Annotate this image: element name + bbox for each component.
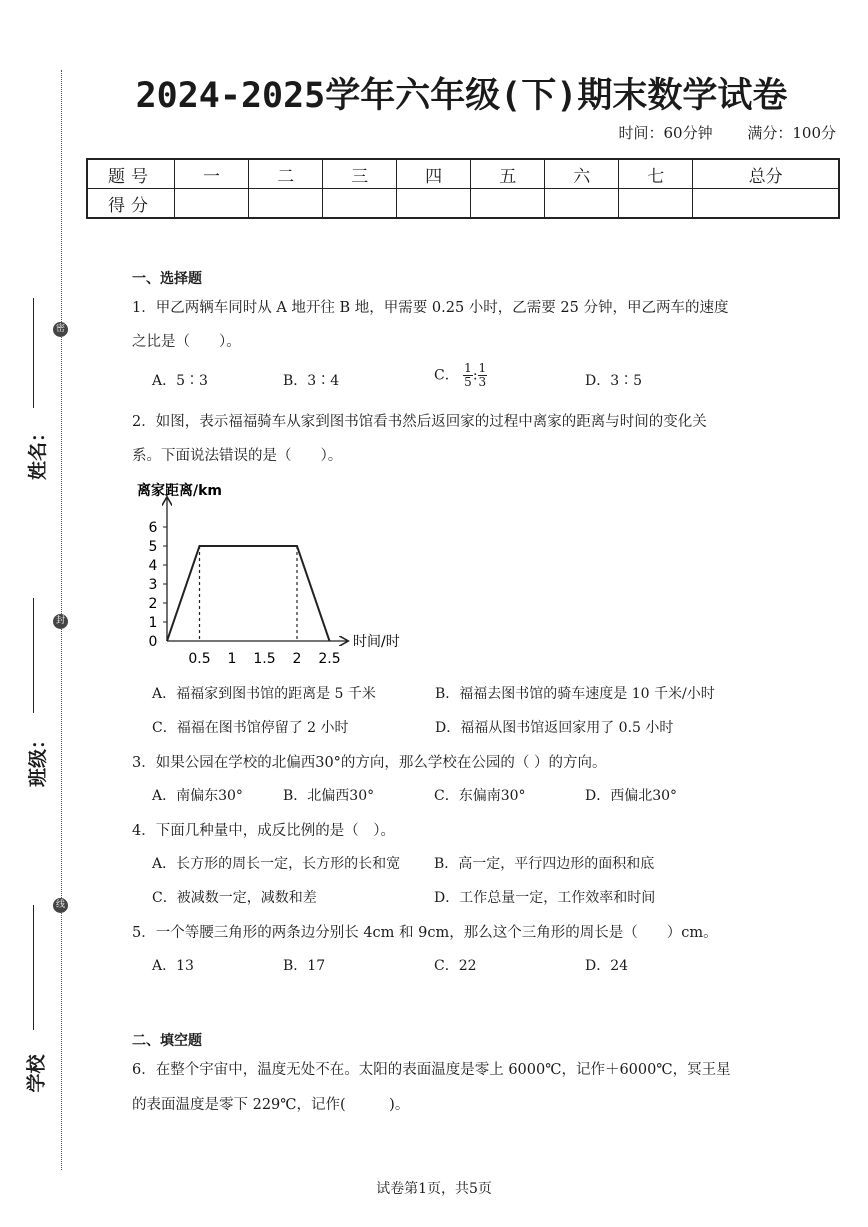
page-title: 2024-2025学年六年级(下)期末数学试卷 (135, 76, 788, 116)
q4-option-a[interactable]: A．长方形的周长一定，长方形的长和宽 (152, 856, 401, 872)
question-2-text-cont: 系。下面说法错误的是（ ）。 (132, 448, 343, 464)
x-tick-label: 2 (292, 651, 302, 667)
score-cell[interactable] (397, 189, 471, 219)
full-score: 满分：100分 (747, 124, 836, 142)
score-cell[interactable] (693, 189, 839, 219)
q1-option-c[interactable] (434, 362, 487, 389)
question-1-text-cont: 之比是（ ）。 (132, 334, 241, 350)
name-label: 姓名： (27, 422, 50, 481)
fraction-denominator: 5 (464, 375, 472, 389)
score-header-cell: 三 (323, 159, 397, 189)
class-label: 班级： (27, 729, 50, 788)
page-footer: 试卷第1页，共5页 (376, 1181, 492, 1197)
y-tick-label: 6 (148, 520, 158, 536)
score-table (86, 158, 840, 219)
fraction-one-third (478, 362, 488, 389)
y-axis-label: 离家距离/km (137, 483, 223, 499)
y-tick-label: 0 (148, 634, 158, 650)
q1-option-b[interactable]: B．3∶4 (283, 373, 340, 389)
q3-option-d[interactable]: D．西偏北30° (585, 788, 678, 804)
q3-option-b[interactable]: B．北偏西30° (283, 788, 375, 804)
score-cell[interactable] (471, 189, 545, 219)
question-4-text: 4．下面几种量中，成反比例的是（ ）。 (132, 823, 395, 839)
score-table-score-row (87, 189, 839, 219)
q3-option-c[interactable]: C．东偏南30° (434, 788, 526, 804)
school-label: 学校 (25, 1054, 48, 1093)
y-tick-label: 2 (148, 596, 158, 612)
score-header-cell: 总分 (693, 159, 839, 189)
y-tick-label: 5 (148, 539, 158, 555)
score-cell[interactable] (619, 189, 693, 219)
question-2-text: 2．如图，表示福福骑车从家到图书馆看书然后返回家的过程中离家的距离与时间的变化关 (132, 414, 707, 430)
school-blank-line[interactable] (33, 905, 34, 1030)
score-cell[interactable] (175, 189, 249, 219)
x-tick-label: 2.5 (318, 651, 341, 667)
section-heading-choice: 一、选择题 (132, 271, 202, 287)
class-blank-line[interactable] (33, 598, 34, 713)
q4-option-c[interactable]: C．被减数一定，减数和差 (152, 890, 317, 906)
x-ticks (188, 651, 340, 667)
dashed-guides (200, 546, 298, 641)
distance-time-chart (125, 476, 425, 672)
y-tick-label: 3 (148, 577, 158, 593)
q4-option-b[interactable]: B．高一定，平行四边形的面积和底 (434, 856, 655, 872)
q2-option-c[interactable]: C．福福在图书馆停留了 2 小时 (152, 720, 349, 736)
time-limit: 时间：60分钟 (618, 124, 713, 142)
q5-option-d[interactable]: D．24 (585, 958, 629, 974)
y-tick-label: 1 (148, 615, 158, 631)
q4-option-d[interactable]: D．工作总量一定，工作效率和时间 (434, 890, 656, 906)
score-cell[interactable] (545, 189, 619, 219)
y-ticks (149, 520, 167, 650)
fraction-denominator: 3 (478, 375, 487, 389)
score-cell[interactable] (323, 189, 397, 219)
seal-mi: 密 (53, 322, 68, 337)
question-6-text: 6．在整个宇宙中，温度无处不在。太阳的表面温度是零上 6000℃，记作＋6000℃，冥王星 (132, 1062, 731, 1078)
fraction-one-fifth (463, 362, 473, 389)
x-tick-label: 1 (227, 651, 237, 667)
score-header-cell: 六 (545, 159, 619, 189)
score-cell[interactable] (249, 189, 323, 219)
score-header-cell: 题号 (87, 159, 175, 189)
question-6-text-cont: 的表面温度是零下 229℃，记作( )。 (132, 1097, 410, 1113)
score-header-cell: 四 (397, 159, 471, 189)
series-line (167, 546, 330, 641)
q5-option-c[interactable]: C．22 (434, 958, 477, 974)
fraction-numerator: 1 (464, 361, 472, 375)
q3-option-a[interactable]: A．南偏东30° (152, 788, 243, 804)
question-1-text: 1．甲乙两辆车同时从 A 地开往 B 地，甲需要 0.25 小时，乙需要 25 分钟，甲乙两车的速度 (132, 300, 729, 316)
q1-option-a[interactable]: A．5∶3 (152, 373, 208, 389)
q2-option-d[interactable]: D．福福从图书馆返回家用了 0.5 小时 (435, 720, 674, 736)
ratio-separator: : (472, 367, 478, 384)
q2-option-a[interactable]: A．福福家到图书馆的距离是 5 千米 (152, 686, 376, 702)
x-tick-label: 1.5 (253, 651, 276, 667)
exam-info (588, 122, 836, 143)
q5-option-a[interactable]: A．13 (152, 958, 194, 974)
fraction-numerator: 1 (478, 361, 487, 375)
q2-option-b[interactable]: B．福福去图书馆的骑车速度是 10 千米/小时 (435, 686, 715, 702)
q1-option-c-prefix: C． (434, 367, 459, 384)
x-axis-label: 时间/时 (353, 634, 400, 650)
x-tick-label: 0.5 (188, 651, 211, 667)
y-tick-label: 4 (148, 558, 158, 574)
name-blank-line[interactable] (33, 298, 34, 408)
score-header-cell: 二 (249, 159, 323, 189)
score-header-cell: 五 (471, 159, 545, 189)
score-row-label: 得分 (87, 189, 175, 219)
question-3-text: 3．如果公园在学校的北偏西30°的方向，那么学校在公园的（ ）的方向。 (132, 755, 607, 771)
q5-option-b[interactable]: B．17 (283, 958, 326, 974)
score-table-header-row (87, 159, 839, 189)
question-5-text: 5．一个等腰三角形的两条边分别长 4cm 和 9cm，那么这个三角形的周长是（ ）cm。 (132, 925, 718, 941)
section-heading-fill: 二、填空题 (132, 1033, 202, 1049)
seal-xian: 线 (53, 898, 68, 913)
score-header-cell: 一 (175, 159, 249, 189)
seal-feng: 封 (53, 614, 68, 629)
q1-option-d[interactable]: D．3∶5 (585, 373, 643, 389)
score-header-cell: 七 (619, 159, 693, 189)
